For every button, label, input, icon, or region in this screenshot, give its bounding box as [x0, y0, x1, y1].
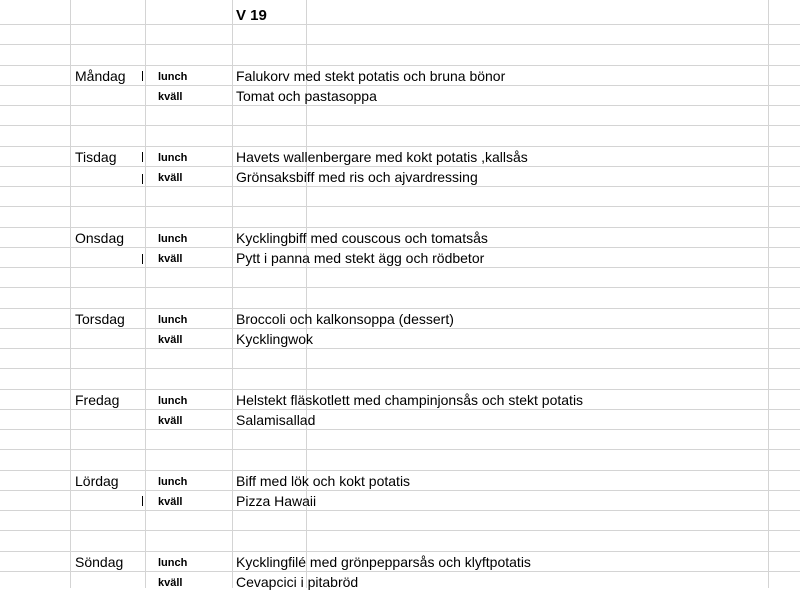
day-cell[interactable]: Onsdag — [75, 230, 125, 246]
meal-label-lunch[interactable]: lunch — [158, 314, 188, 326]
cell-mark — [142, 152, 143, 162]
cell-mark — [142, 174, 143, 184]
day-cell[interactable]: Lördag — [75, 473, 119, 489]
row-divider — [0, 429, 800, 430]
meal-label-dinner[interactable]: kväll — [158, 253, 183, 265]
row-divider — [0, 24, 800, 25]
meal-label-dinner[interactable]: kväll — [158, 415, 183, 427]
meal-label-dinner[interactable]: kväll — [158, 334, 183, 346]
row-divider — [0, 125, 800, 126]
row-divider — [0, 530, 800, 531]
meal-label-dinner[interactable]: kväll — [158, 496, 183, 508]
row-divider — [0, 348, 800, 349]
meal-label-lunch[interactable]: lunch — [158, 71, 188, 83]
row-divider — [0, 105, 800, 106]
day-cell[interactable]: Söndag — [75, 554, 124, 570]
meal-label-lunch[interactable]: lunch — [158, 233, 188, 245]
column-divider — [232, 0, 233, 588]
dinner-dish[interactable]: Salamisallad — [236, 412, 316, 428]
meal-label-lunch[interactable]: lunch — [158, 395, 188, 407]
meal-label-lunch[interactable]: lunch — [158, 152, 188, 164]
column-divider — [768, 0, 769, 588]
column-divider — [145, 0, 146, 588]
dinner-dish[interactable]: Grönsaksbiff med ris och ajvardressing — [236, 169, 478, 185]
lunch-dish[interactable]: Falukorv med stekt potatis och bruna bönor — [236, 68, 506, 84]
row-divider — [0, 44, 800, 45]
meal-label-lunch[interactable]: lunch — [158, 476, 188, 488]
row-divider — [0, 368, 800, 369]
dinner-dish[interactable]: Cevapcici i pitabröd — [236, 574, 359, 590]
lunch-dish[interactable]: Kycklingbiff med couscous och tomatsås — [236, 230, 488, 246]
lunch-dish[interactable]: Broccoli och kalkonsoppa (dessert) — [236, 311, 454, 327]
cell-mark — [142, 71, 143, 81]
lunch-dish[interactable]: Kycklingfilé med grönpepparsås och klyftpotatis — [236, 554, 531, 570]
row-divider — [0, 449, 800, 450]
row-divider — [0, 287, 800, 288]
meal-label-dinner[interactable]: kväll — [158, 577, 183, 589]
meal-label-dinner[interactable]: kväll — [158, 91, 183, 103]
dinner-dish[interactable]: Pizza Hawaii — [236, 493, 317, 509]
lunch-dish[interactable]: Helstekt fläskotlett med champinjonsås och stekt potatis — [236, 392, 584, 408]
dinner-dish[interactable]: Pytt i panna med stekt ägg och rödbetor — [236, 250, 485, 266]
row-divider — [0, 206, 800, 207]
lunch-dish[interactable]: Havets wallenbergare med kokt potatis ,kallsås — [236, 149, 528, 165]
day-cell[interactable]: Tisdag — [75, 149, 117, 165]
day-cell[interactable]: Torsdag — [75, 311, 125, 327]
meal-label-lunch[interactable]: lunch — [158, 557, 188, 569]
dinner-dish[interactable]: Kycklingwok — [236, 331, 314, 347]
meal-label-dinner[interactable]: kväll — [158, 172, 183, 184]
day-cell[interactable]: Måndag — [75, 68, 126, 84]
column-divider — [70, 0, 71, 588]
cell-mark — [142, 254, 143, 264]
lunch-dish[interactable]: Biff med lök och kokt potatis — [236, 473, 411, 489]
week-label[interactable]: V 19 — [236, 7, 267, 24]
row-divider — [0, 510, 800, 511]
day-cell[interactable]: Fredag — [75, 392, 120, 408]
cell-mark — [142, 496, 143, 506]
dinner-dish[interactable]: Tomat och pastasoppa — [236, 88, 377, 104]
